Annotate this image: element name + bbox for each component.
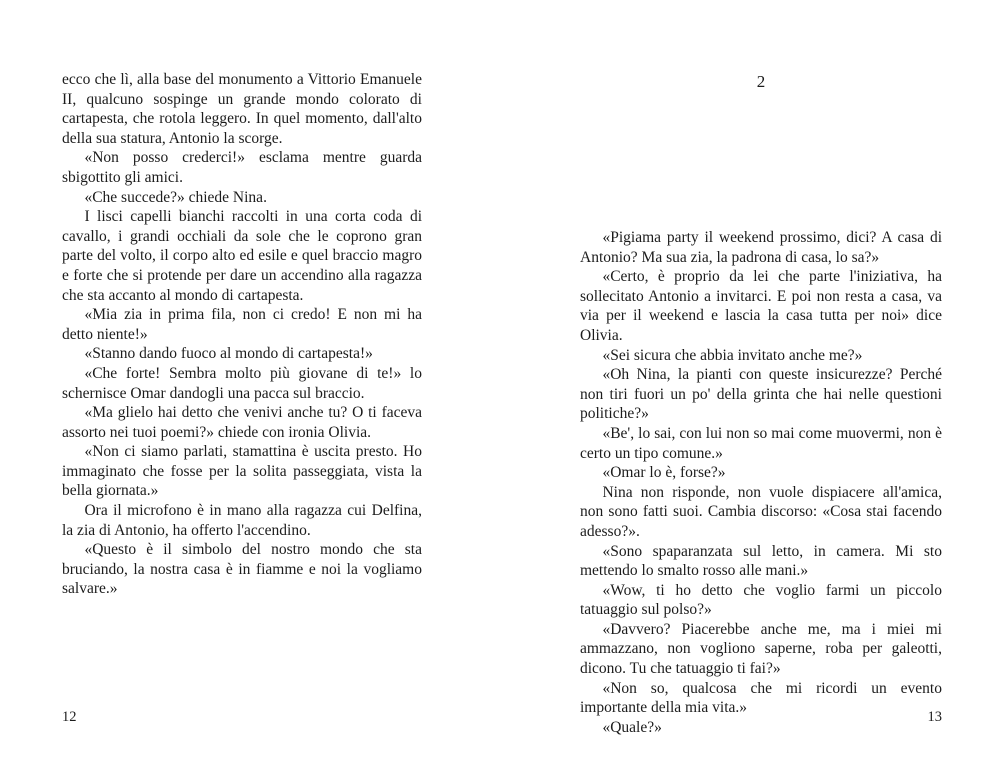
paragraph: «Sono spaparanzata sul letto, in camera. Mi sto mettendo lo smalto rosso alle mani.» <box>580 542 942 580</box>
paragraph: «Stanno dando fuoco al mondo di cartapesta!» <box>84 345 373 363</box>
paragraph: ecco che lì, alla base del monumento a Vittorio Emanuele II, qualcuno sospinge un grande mondo colorato di cartapesta, che rotola leggero. In quel momento, dall'alto della sua statura, Antonio la scorge. <box>62 71 422 147</box>
paragraph: Ora il microfono è in mano alla ragazza cui Delfina, la zia di Antonio, ha offerto l'accendino. <box>62 502 422 539</box>
right-page-text <box>580 228 942 737</box>
paragraph: «Non so, qualcosa che mi ricordi un evento importante della mia vita.» <box>580 679 942 717</box>
left-page-number: 12 <box>62 709 77 725</box>
paragraph: «Che succede?» chiede Nina. <box>84 188 267 206</box>
paragraph: «Omar lo è, forse?» <box>602 464 726 482</box>
paragraph: «Che forte! Sembra molto più giovane di te!» lo schernisce Omar dandogli una pacca sul braccio. <box>62 364 422 402</box>
paragraph: «Non posso crederci!» esclama mentre guarda sbigottito gli amici. <box>62 149 422 186</box>
paragraph: Nina non risponde, non vuole dispiacere all'amica, non sono fatti suoi. Cambia discorso: «Cosa stai facendo adesso?». <box>580 483 942 540</box>
left-page-text <box>62 70 422 599</box>
paragraph: «Quale?» <box>602 718 662 736</box>
paragraph: «Davvero? Piacerebbe anche me, ma i miei mi ammazzano, non vogliono saperne, roba per galeotti, dicono. Tu che tatuaggio ti fai?» <box>580 620 942 678</box>
paragraph: «Mia zia in prima fila, non ci credo! E non mi ha detto niente!» <box>62 306 422 343</box>
right-page-number: 13 <box>927 709 942 725</box>
paragraph: «Certo, è proprio da lei che parte l'iniziativa, ha sollecitato Antonio a invitarci. E poi non resta a casa, va via per il weekend e lascia la casa tutta per noi» dice Olivia. <box>580 268 942 344</box>
paragraph: «Non ci siamo parlati, stamattina è uscita presto. Ho immaginato che fosse per la solita passeggiata, vista la bella giornata.» <box>62 443 422 500</box>
paragraph: «Ma glielo hai detto che venivi anche tu? O ti faceva assorto nei tuoi poemi?» chiede con ironia Olivia. <box>62 404 422 441</box>
paragraph: «Oh Nina, la pianti con queste insicurezze? Perché non tiri fuori un po' della grinta che hai nelle questioni politiche?» <box>580 366 942 423</box>
paragraph: «Questo è il simbolo del nostro mondo che sta bruciando, la nostra casa è in fiamme e noi la vogliamo salvare.» <box>62 541 422 598</box>
paragraph: «Wow, ti ho detto che voglio farmi un piccolo tatuaggio sul polso?» <box>580 581 942 619</box>
paragraph: «Be', lo sai, con lui non so mai come muovermi, non è certo un tipo comune.» <box>580 424 942 462</box>
chapter-number: 2 <box>756 72 766 91</box>
paragraph: «Pigiama party il weekend prossimo, dici? A casa di Antonio? Ma sua zia, la padrona di casa, lo sa?» <box>580 229 942 266</box>
paragraph: I lisci capelli bianchi raccolti in una corta coda di cavallo, i grandi occhiali da sole che le coprono gran parte del volto, il corpo alto ed esile e quel braccio magro e forte che si protende per dare un accendino alla ragazza che sta accanto al mondo di cartapesta. <box>62 208 422 304</box>
paragraph: «Sei sicura che abbia invitato anche me?» <box>602 346 863 364</box>
